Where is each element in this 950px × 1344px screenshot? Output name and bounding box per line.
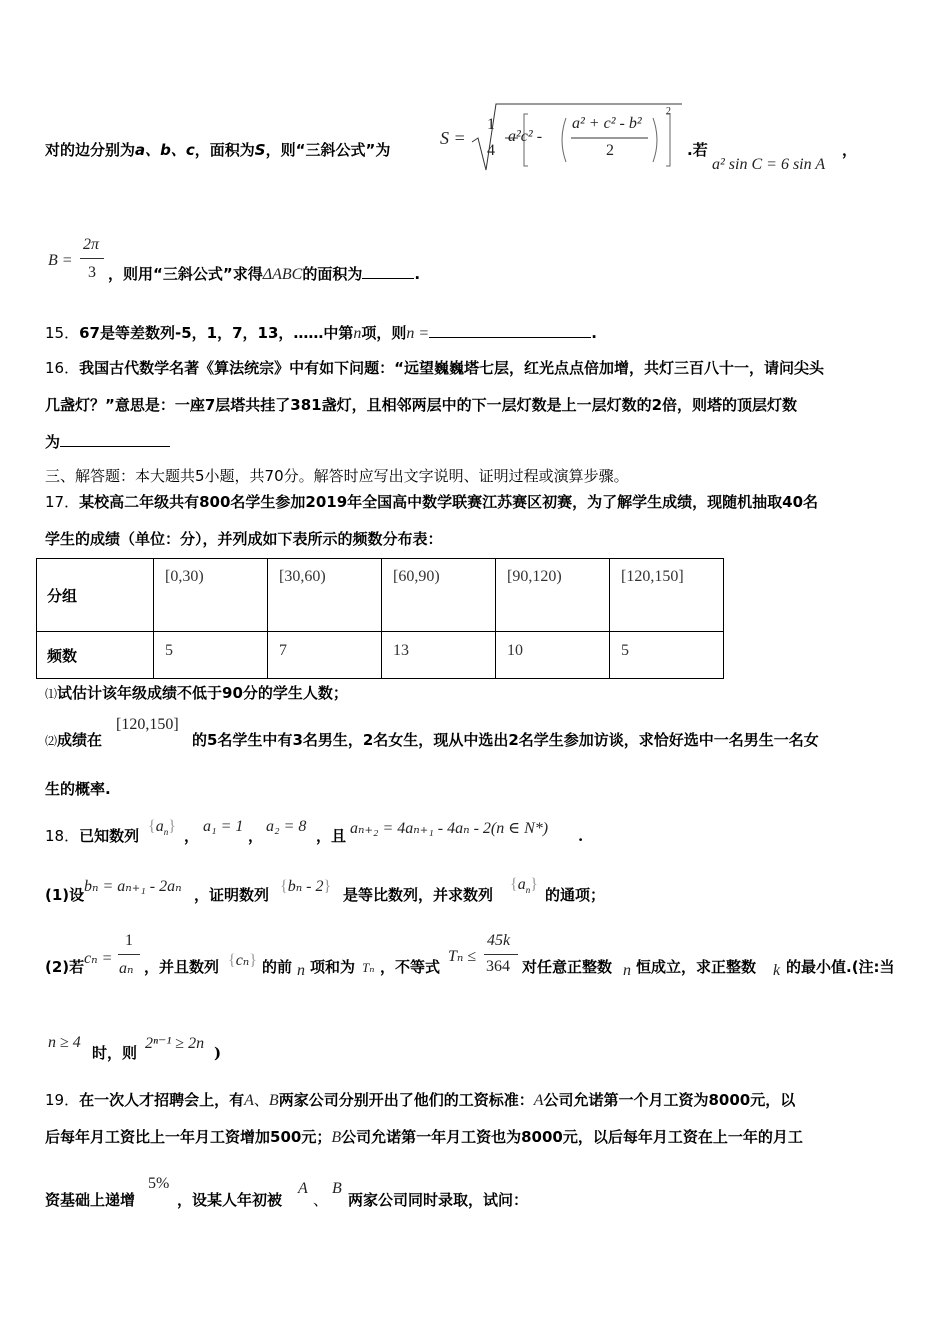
q14-triangle: ΔABC xyxy=(262,266,303,283)
q14-answer-blank[interactable] xyxy=(362,264,414,279)
q18-p2-ineq-num: 45k xyxy=(487,932,511,949)
table-row-groups xyxy=(37,559,724,632)
q18-p1-def: bₙ = aₙ₊₁ - 2aₙ xyxy=(84,878,182,895)
q17-part2-lead: 成绩在 xyxy=(57,731,103,749)
q18-p2-k: k xyxy=(773,962,781,979)
q16-line3-text: 为 xyxy=(45,433,61,451)
q17-part1 xyxy=(45,683,348,704)
q18-p2-text2: 的前 xyxy=(262,958,293,976)
q19-B3: B xyxy=(332,1180,342,1197)
q18-note-cond: n ≥ 4 xyxy=(48,1034,81,1051)
q19-A: A xyxy=(244,1092,254,1109)
q14-cond-lead: .若 xyxy=(687,141,708,159)
q18-p2-lead: (2)若 xyxy=(45,958,85,976)
q18-p2-seq-text: cₙ xyxy=(235,952,250,969)
q14-line2-text: ，则用“三斜公式”求得 xyxy=(108,265,263,283)
q14-exp: 2 xyxy=(666,106,671,117)
q17-part2-interval: [120,150] xyxy=(116,716,179,733)
q14-text-b: ，面积为 xyxy=(194,141,255,159)
q18-p2-cnum: 1 xyxy=(125,932,133,949)
q19-line1c: 公司允诺第一个月工资为8000元，以 xyxy=(543,1091,796,1109)
table-cell-freq xyxy=(496,632,610,679)
table-cell-freq xyxy=(610,632,724,679)
q14-frac-num: 1 xyxy=(487,116,495,133)
freq-0: 5 xyxy=(165,642,173,659)
q19-line2 xyxy=(45,1127,803,1148)
q14-comma: ， xyxy=(842,141,858,159)
q18-p2-text4: ，不等式 xyxy=(380,958,441,976)
q14-cond2-den: 3 xyxy=(88,264,96,281)
q15-var-eq: n = xyxy=(406,325,430,342)
q17-line2: 学生的成绩（单位：分），并列成如下表所示的频数分布表： xyxy=(45,530,443,548)
q17-part2 xyxy=(45,730,102,751)
q18-p2-text7: 的最小值.(注:当 xyxy=(786,958,895,976)
q19-dun: 、 xyxy=(253,1091,269,1109)
q14-cond2-lhs: B = xyxy=(48,252,73,269)
group-1: [30,60) xyxy=(279,568,326,585)
q18-recurrence: aₙ₊₂ = 4aₙ₊₁ - 4aₙ - 2(n ∈ N*) xyxy=(350,820,549,837)
q18-lead-text: 已知数列 xyxy=(79,827,140,845)
q19-B: B xyxy=(268,1092,279,1109)
table-cell-freq xyxy=(268,632,382,679)
q19-line1a: 在一次人才招聘会上，有 xyxy=(79,1091,245,1109)
q18-p1-seq-text: bₙ - 2 xyxy=(287,878,324,895)
q18-p2-n: n xyxy=(297,962,305,979)
q19-line3a: 资基础上递增 xyxy=(45,1191,136,1209)
q18-end: . xyxy=(578,827,584,845)
q14-formula-lhs: S = xyxy=(440,128,466,148)
q19-line2b: 公司允诺第一年月工资也为8000元，以后每年月工资在上一年的月工 xyxy=(341,1128,803,1146)
q16-number: 16． xyxy=(45,359,80,377)
table-cell-group xyxy=(496,559,610,632)
q17-line1-text: 某校高二年级共有800名学生参加2019年全国高中数学联赛江苏赛区初赛，为了解学生成绩，现随机抽取40名 xyxy=(79,493,819,511)
table-cell-freq xyxy=(154,632,268,679)
q18-note-end: ) xyxy=(214,1044,222,1062)
q19-B2: B xyxy=(331,1129,342,1146)
group-2: [60,90) xyxy=(393,568,440,585)
q19-line2a: 后每年月工资比上一年月工资增加500元； xyxy=(45,1128,332,1146)
q14-text-a: 对的边分别为 xyxy=(45,141,136,159)
q17-part2-mark: ⑵ xyxy=(45,734,58,748)
q18-note-mid: 时，则 xyxy=(92,1044,138,1062)
q18-p1-lead: (1)设 xyxy=(45,886,85,904)
q19-A2: A xyxy=(533,1092,544,1109)
q14-inner-num: a² + c² - b² xyxy=(572,115,642,132)
q19-pct: 5% xyxy=(148,1175,170,1192)
q14-frac-den: 4 xyxy=(487,142,495,159)
q17-part2-text: 的5名学生中有3名男生，2名女生，现从中选出2名学生参加访谈，求恰好选中一名男生一名女 xyxy=(192,731,819,749)
section-3-heading: 三、解答题：本大题共5小题，共70分。解答时应写出文字说明、证明过程或演算步骤。 xyxy=(45,467,629,485)
q18-p2-n2: n xyxy=(623,962,631,979)
q14-cond2-num: 2π xyxy=(83,236,100,253)
frequency-table xyxy=(36,558,724,679)
q16-line2: 几盏灯？”意思是：一座7层塔共挂了381盏灯，且相邻两层中的下一层灯数是上一层灯数的2倍，则塔的顶层灯数 xyxy=(45,396,798,414)
q18-p2-seq: {cₙ} xyxy=(228,952,257,969)
q14-inner-den: 2 xyxy=(606,142,614,159)
q19-line3c: 两家公司同时录取，试问： xyxy=(348,1191,529,1209)
q16-line1-text: 我国古代数学名著《算法统宗》中有如下问题：“远望巍巍塔七层，红光点点倍加增，共灯三百八十一，请问尖头 xyxy=(79,359,824,377)
q18-p2-text5: 对任意正整数 xyxy=(522,958,613,976)
q17-part1-text: 试估计该年级成绩不低于90分的学生人数； xyxy=(57,684,348,702)
q18-seq-a: $\{a_n\}$ xyxy=(148,818,176,838)
q18-p2-text1: ，并且数列 xyxy=(144,958,220,976)
q18-p2-cden: aₙ xyxy=(119,960,134,977)
q14-text-c: ，则“三斜公式”为 xyxy=(265,141,391,159)
q18-p2-ineq-bar xyxy=(484,954,518,955)
table-cell-freq xyxy=(382,632,496,679)
q18-a1: a₁ = 1 xyxy=(203,818,244,835)
q17-number: 17． xyxy=(45,493,80,511)
q19-line3b: ，设某人年初被 xyxy=(177,1191,283,1209)
q18-sep2: ， xyxy=(248,827,264,845)
table-cell-group xyxy=(268,559,382,632)
q15-text2: 项，则 xyxy=(361,324,407,342)
table-cell-group xyxy=(382,559,496,632)
q17-part2-line2: 生的概率. xyxy=(45,780,111,798)
q18-p2-cbar xyxy=(118,954,140,955)
q18-and: ，且 xyxy=(316,827,347,845)
q18-a2: a₂ = 8 xyxy=(266,818,307,835)
q18-p1-seq-a-letter: a xyxy=(517,876,526,893)
q15-answer-blank[interactable] xyxy=(429,323,591,338)
q19-A3: A xyxy=(298,1180,308,1197)
freq-1: 7 xyxy=(279,642,287,659)
q18-seq-a-sub: n xyxy=(163,827,169,838)
q14-sides: a、b、c xyxy=(135,141,195,159)
group-3: [90,120) xyxy=(507,568,562,585)
q15-text: 67是等差数列-5，1，7，13，……中第 xyxy=(79,324,354,342)
q15-number: 15． xyxy=(45,324,80,342)
q14-area-symbol: S xyxy=(254,141,266,159)
q18-p2-text3: 项和为 xyxy=(310,958,356,976)
q18-seq-a-letter: a xyxy=(155,818,164,835)
q18-p2-T: Tₙ xyxy=(362,960,375,975)
q18-p1-text1: ，证明数列 xyxy=(194,886,270,904)
q14-cond2-bar xyxy=(80,258,104,259)
q18-p2-ineq-l: Tₙ ≤ xyxy=(448,948,477,965)
q14-period: . xyxy=(414,265,421,283)
freq-2: 13 xyxy=(393,642,409,659)
table-header-group: 分组 xyxy=(37,559,154,632)
q18-p2-c: cₙ = xyxy=(84,950,113,967)
q18-lead xyxy=(45,826,139,846)
q14-line2 xyxy=(108,264,420,285)
q19-line1b: 两家公司分别开出了他们的工资标准： xyxy=(278,1091,534,1109)
freq-4: 5 xyxy=(621,642,629,659)
q15-end: . xyxy=(591,324,597,342)
q18-p1-seq-a: $\{a_n\}$ xyxy=(510,876,538,896)
q19-line1 xyxy=(45,1090,795,1111)
q18-sep1: ， xyxy=(184,827,200,845)
group-0: [0,30) xyxy=(165,568,204,585)
q18-p1-text3: 的通项； xyxy=(545,886,606,904)
group-4: [120,150] xyxy=(621,568,684,585)
freq-3: 10 xyxy=(507,642,523,659)
q19-number: 19． xyxy=(45,1091,80,1109)
q14-inner: a²c² - xyxy=(508,128,543,145)
q16-line1 xyxy=(45,358,824,378)
q18-p2-text6: 恒成立，求正整数 xyxy=(636,958,757,976)
q17-line1 xyxy=(45,492,818,512)
table-cell-group xyxy=(610,559,724,632)
q16-answer-blank[interactable] xyxy=(60,432,170,447)
q14-line2-suffix: 的面积为 xyxy=(302,265,363,283)
q18-p1-seq: {bₙ - 2} xyxy=(280,878,332,895)
table-cell-group xyxy=(154,559,268,632)
q14-line1 xyxy=(45,140,390,160)
q18-note-ineq: 2ⁿ⁻¹ ≥ 2n xyxy=(145,1035,205,1052)
q14-sqrt-sign xyxy=(470,100,685,175)
q15-var-n: n xyxy=(353,325,362,342)
q16-line3 xyxy=(45,432,170,452)
table-header-freq: 频数 xyxy=(37,632,154,679)
q18-p1-text2: 是等比数列，并求数列 xyxy=(343,886,494,904)
q19-dun2: 、 xyxy=(313,1191,329,1209)
q18-p1-seq-a-sub: n xyxy=(525,885,531,896)
q17-part1-mark: ⑴ xyxy=(45,687,58,701)
q18-p2-ineq-den: 364 xyxy=(486,958,510,975)
q14-cond1: a² sin C = 6 sin A xyxy=(712,156,826,173)
q18-number: 18． xyxy=(45,827,80,845)
table-row-freqs xyxy=(37,632,724,679)
q15 xyxy=(45,323,597,344)
